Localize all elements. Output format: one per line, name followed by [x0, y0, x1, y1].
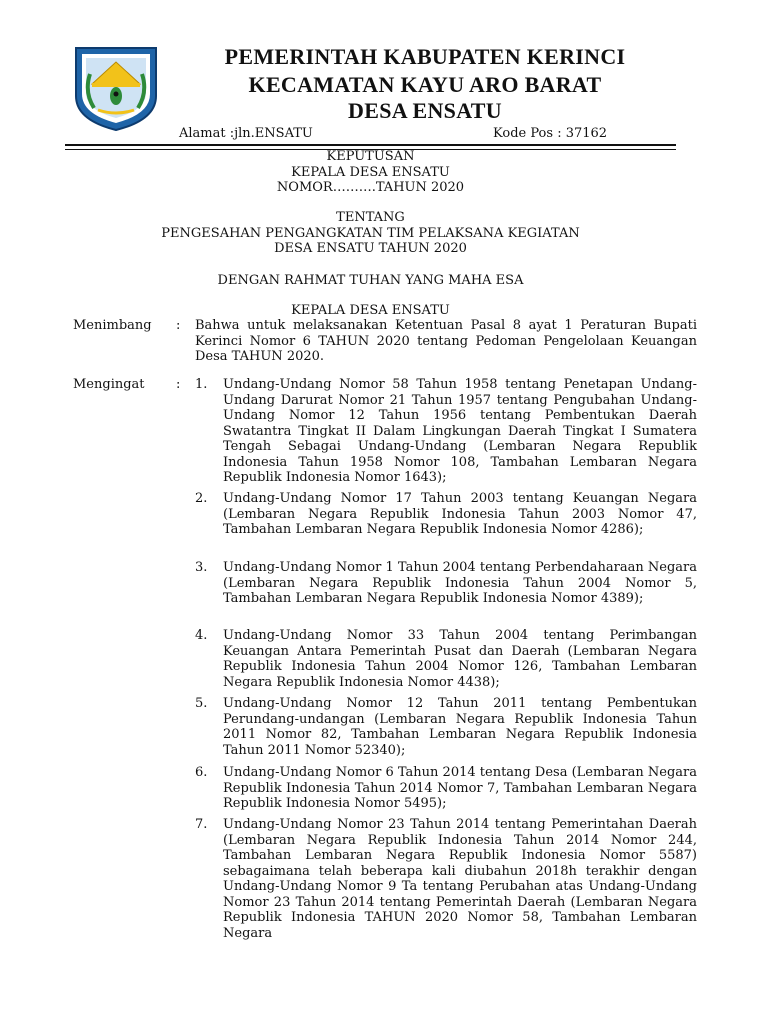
list-item: Undang-Undang Nomor 17 Tahun 2003 tentang Keuangan Negara (Lembaran Negara Republik Indonesia Tahun 2003 Nomor 47, Tambahan Lembaran Negara Republik Indonesia Nomor 4286);	[223, 491, 697, 537]
mengingat-label: Mengingat	[73, 377, 145, 392]
kerinci-emblem-icon	[70, 44, 162, 132]
list-item: Undang-Undang Nomor 33 Tahun 2004 tentang Perimbangan Keuangan Antara Pemerintah Pusat dan Daerah (Lembaran Negara Republik Indonesia Tahun 2004 Nomor 126, Tambahan Lembaran Negara Republik Indonesia Nomor 4438);	[223, 628, 697, 690]
official-title: KEPALA DESA ENSATU	[291, 303, 450, 318]
decree-subject: TENTANG PENGESAHAN PENGANGKATAN TIM PELAKSANA KEGIATAN DESA ENSATU TAHUN 2020	[161, 210, 580, 256]
kop-line-2: KECAMATAN KAYU ARO BARAT	[248, 72, 602, 97]
menimbang-colon: :	[176, 318, 181, 333]
list-item: Undang-Undang Nomor 6 Tahun 2014 tentang Desa (Lembaran Negara Republik Indonesia Tahun 2014 Nomor 7, Tambahan Lembaran Negara Republik Indonesia Nomor 5495);	[223, 765, 697, 811]
kop-line-1: PEMERINTAH KABUPATEN KERINCI	[224, 44, 626, 69]
list-item-number: 3.	[195, 560, 208, 575]
list-item-number: 6.	[195, 765, 208, 780]
postal-code: Kode Pos : 37162	[493, 126, 608, 141]
list-item: Undang-Undang Nomor 1 Tahun 2004 tentang Perbendaharaan Negara (Lembaran Negara Republik Indonesia Tahun 2004 Nomor 5, Tambahan Lembaran Negara Republik Indonesia Nomor 4389);	[223, 560, 697, 606]
menimbang-label: Menimbang	[73, 318, 152, 333]
kop-line-3: DESA ENSATU	[348, 98, 502, 123]
list-item-number: 7.	[195, 817, 208, 832]
list-item-number: 2.	[195, 491, 208, 506]
invocation: DENGAN RAHMAT TUHAN YANG MAHA ESA	[217, 273, 524, 288]
address: Alamat :jln.ENSATU	[179, 126, 313, 141]
list-item: Undang-Undang Nomor 23 Tahun 2014 tentang Pemerintahan Daerah (Lembaran Negara Republik Indonesia Tahun 2014 Nomor 244, Tambahan Lembaran Negara Republik Indonesia Nomor 5587) sebagaimana telah beberapa kali diubahun 2018h terakhir dengan Undang-Undang Nomor 9 Ta tentang Perubahan atas Undang-Undang Nomor 23 Tahun 2014 tentang Pemerintah Daerah (Lembaran Negara Republik Indonesia TAHUN 2020 Nomor 58, Tambahan Lembaran Negara	[223, 817, 697, 941]
menimbang-text: Bahwa untuk melaksanakan Ketentuan Pasal 8 ayat 1 Peraturan Bupati Kerinci Nomor 6 TAHUN 2020 tentang Pedoman Pengelolaan Keuangan Desa TAHUN 2020.	[195, 318, 697, 364]
mengingat-colon: :	[176, 377, 181, 392]
list-item: Undang-Undang Nomor 58 Tahun 1958 tentang Penetapan Undang-Undang Darurat Nomor 21 Tahun 1957 tentang Pengubahan Undang-Undang Nomor 12 Tahun 1956 tentang Pembentukan Daerah Swatantra Tingkat II Dalam Lingkungan Daerah Tingkat I Sumatera Tengah Sebagai Undang-Undang (Lembaran Negara Republik Indonesia Tahun 1958 Nomor 108, Tambahan Lembaran Negara Republik Indonesia Nomor 1643);	[223, 377, 697, 485]
list-item-number: 4.	[195, 628, 208, 643]
list-item-number: 5.	[195, 696, 208, 711]
list-item: Undang-Undang Nomor 12 Tahun 2011 tentang Pembentukan Perundang-undangan (Lembaran Negara Republik Indonesia Tahun 2011 Nomor 82, Tambahan Lembaran Negara Republik Indonesia Tahun 2011 Nomor 52340);	[223, 696, 697, 758]
list-item-number: 1.	[195, 377, 208, 392]
header-rule-thick	[65, 144, 676, 146]
decree-title: KEPUTUSAN KEPALA DESA ENSATU NOMOR……….TAHUN 2020	[276, 149, 465, 195]
